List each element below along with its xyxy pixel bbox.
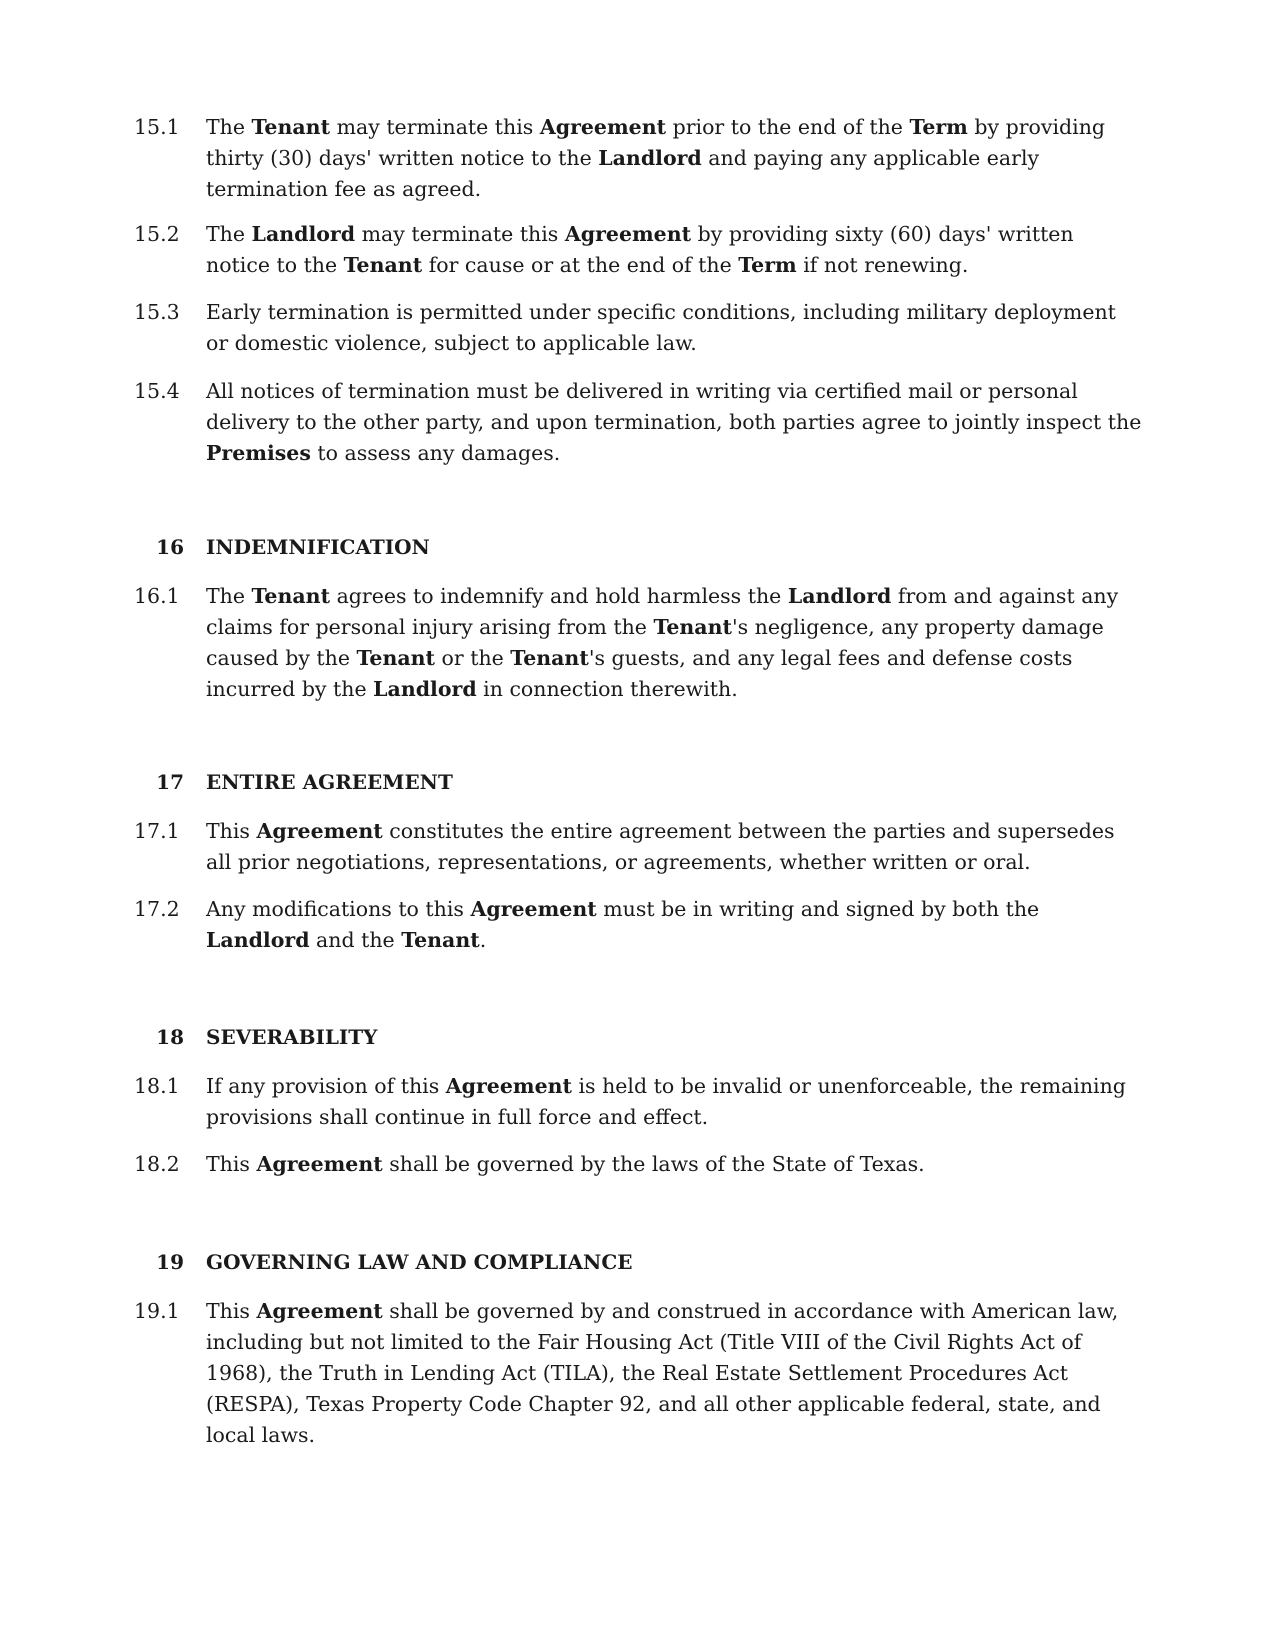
section-heading-18 [134, 1022, 1144, 1053]
clause-text [206, 581, 1144, 705]
text-run: and the [309, 928, 402, 952]
text-run: This [206, 1299, 257, 1323]
section-number: 18 [156, 1025, 184, 1049]
text-run: The [206, 115, 252, 139]
clause-16-1 [134, 581, 1144, 705]
clause-15-2 [134, 219, 1144, 281]
defined-term: Agreement [445, 1074, 572, 1098]
text-run: or the [435, 646, 511, 670]
defined-term: Premises [206, 441, 311, 465]
text-run: constitutes the entire agreement between the parties and supersedes all prior negotiations, representations, or agreements, whether written or oral. [206, 819, 1115, 874]
defined-term: Tenant [251, 584, 331, 608]
defined-term: Landlord [373, 677, 477, 701]
text-run: in connection therewith. [476, 677, 738, 701]
clause-number: 15.3 [134, 300, 180, 324]
defined-term: Agreement [539, 115, 667, 139]
section-title: SEVERABILITY [206, 1025, 378, 1049]
clause-text [206, 376, 1144, 469]
clause-number: 19.1 [134, 1299, 180, 1323]
text-run: The [206, 584, 252, 608]
text-run: prior to the end of the [666, 115, 910, 139]
clause-18-1 [134, 1071, 1144, 1133]
clause-18-2 [134, 1149, 1144, 1180]
text-run: 's negligence, any property damage caused by the [206, 615, 1104, 670]
clause-number: 18.2 [134, 1152, 180, 1176]
text-run: The [206, 222, 252, 246]
clause-17-1 [134, 816, 1144, 878]
clause-number: 15.1 [134, 115, 180, 139]
section-title: ENTIRE AGREEMENT [206, 770, 453, 794]
text-run: from and against any claims for personal injury arising from the [206, 584, 1119, 639]
text-run: if not renewing. [796, 253, 969, 277]
text-run: shall be governed by and construed in accordance with American law, including but not limited to the Fair Housing Act (Title VIII of the Civil Rights Act of 1968), the Truth in Lending Act (TILA), the Real Estate Settlement Procedures Act (RESPA), Texas Property Code Chapter 92, and all other applicable federal, state, and local laws. [206, 1299, 1119, 1447]
text-run: by providing sixty (60) days' written notice to the [206, 222, 1074, 277]
text-run: may terminate this [355, 222, 565, 246]
defined-term: Agreement [564, 222, 692, 246]
text-run: shall be governed by the laws of the State of Texas. [382, 1152, 925, 1176]
text-run: and paying any applicable early termination fee as agreed. [206, 146, 1040, 201]
defined-term: Landlord [206, 928, 310, 952]
clause-number: 15.4 [134, 379, 180, 403]
clause-15-4 [134, 376, 1144, 469]
clause-text [206, 1071, 1144, 1133]
defined-term: Agreement [256, 1152, 383, 1176]
section-title: GOVERNING LAW AND COMPLIANCE [206, 1250, 633, 1274]
text-run: This [206, 819, 257, 843]
defined-term: Tenant [251, 115, 331, 139]
clause-15-3 [134, 297, 1144, 359]
defined-term: Tenant [653, 615, 732, 639]
text-run: All notices of termination must be delivered in writing via certified mail or personal delivery to the other party, and upon termination, both parties agree to jointly inspect the [206, 379, 1142, 434]
defined-term: Landlord [251, 222, 356, 246]
text-run: This [206, 1152, 257, 1176]
defined-term: Landlord [787, 584, 892, 608]
text-run: agrees to indemnify and hold harmless the [330, 584, 788, 608]
text-run: must be in writing and signed by both the [596, 897, 1040, 921]
clause-text [206, 816, 1144, 878]
section-number: 19 [156, 1250, 184, 1274]
text-run: may terminate this [330, 115, 540, 139]
clause-number: 18.1 [134, 1074, 180, 1098]
clause-17-2 [134, 894, 1144, 956]
clause-text [206, 1149, 1144, 1180]
clause-text [206, 112, 1144, 205]
defined-term: Term [909, 115, 968, 139]
text-run: for cause or at the end of the [422, 253, 739, 277]
defined-term: Tenant [510, 646, 589, 670]
clause-number: 16.1 [134, 584, 180, 608]
text-run: by providing thirty (30) days' written notice to the [206, 115, 1106, 170]
section-heading-17 [134, 767, 1144, 798]
clause-text [206, 219, 1144, 281]
text-run: is held to be invalid or unenforceable, the remaining provisions shall continue in full force and effect. [206, 1074, 1126, 1129]
defined-term: Term [738, 253, 797, 277]
defined-term: Tenant [401, 928, 480, 952]
defined-term: Tenant [356, 646, 436, 670]
defined-term: Agreement [256, 819, 383, 843]
clause-number: 17.2 [134, 897, 180, 921]
section-heading-19 [134, 1247, 1144, 1278]
text-run: Early termination is permitted under specific conditions, including military deployment or domestic violence, subject to applicable law. [206, 300, 1116, 355]
clause-number: 17.1 [134, 819, 180, 843]
text-run: . [479, 928, 487, 952]
section-number: 17 [156, 770, 184, 794]
text-run: to assess any damages. [310, 441, 561, 465]
section-number: 16 [156, 535, 184, 559]
section-heading-16 [134, 532, 1144, 563]
clause-text [206, 1296, 1144, 1451]
text-run: Any modifications to this [206, 897, 471, 921]
defined-term: Tenant [343, 253, 423, 277]
defined-term: Landlord [598, 146, 702, 170]
clause-text [206, 894, 1144, 956]
clause-text [206, 297, 1144, 359]
clause-15-1 [134, 112, 1144, 205]
clause-19-1 [134, 1296, 1144, 1451]
clause-number: 15.2 [134, 222, 180, 246]
text-run: 's guests, and any legal fees and defense costs incurred by the [206, 646, 1073, 701]
text-run: If any provision of this [206, 1074, 446, 1098]
section-title: INDEMNIFICATION [206, 535, 430, 559]
defined-term: Agreement [470, 897, 597, 921]
defined-term: Agreement [256, 1299, 383, 1323]
